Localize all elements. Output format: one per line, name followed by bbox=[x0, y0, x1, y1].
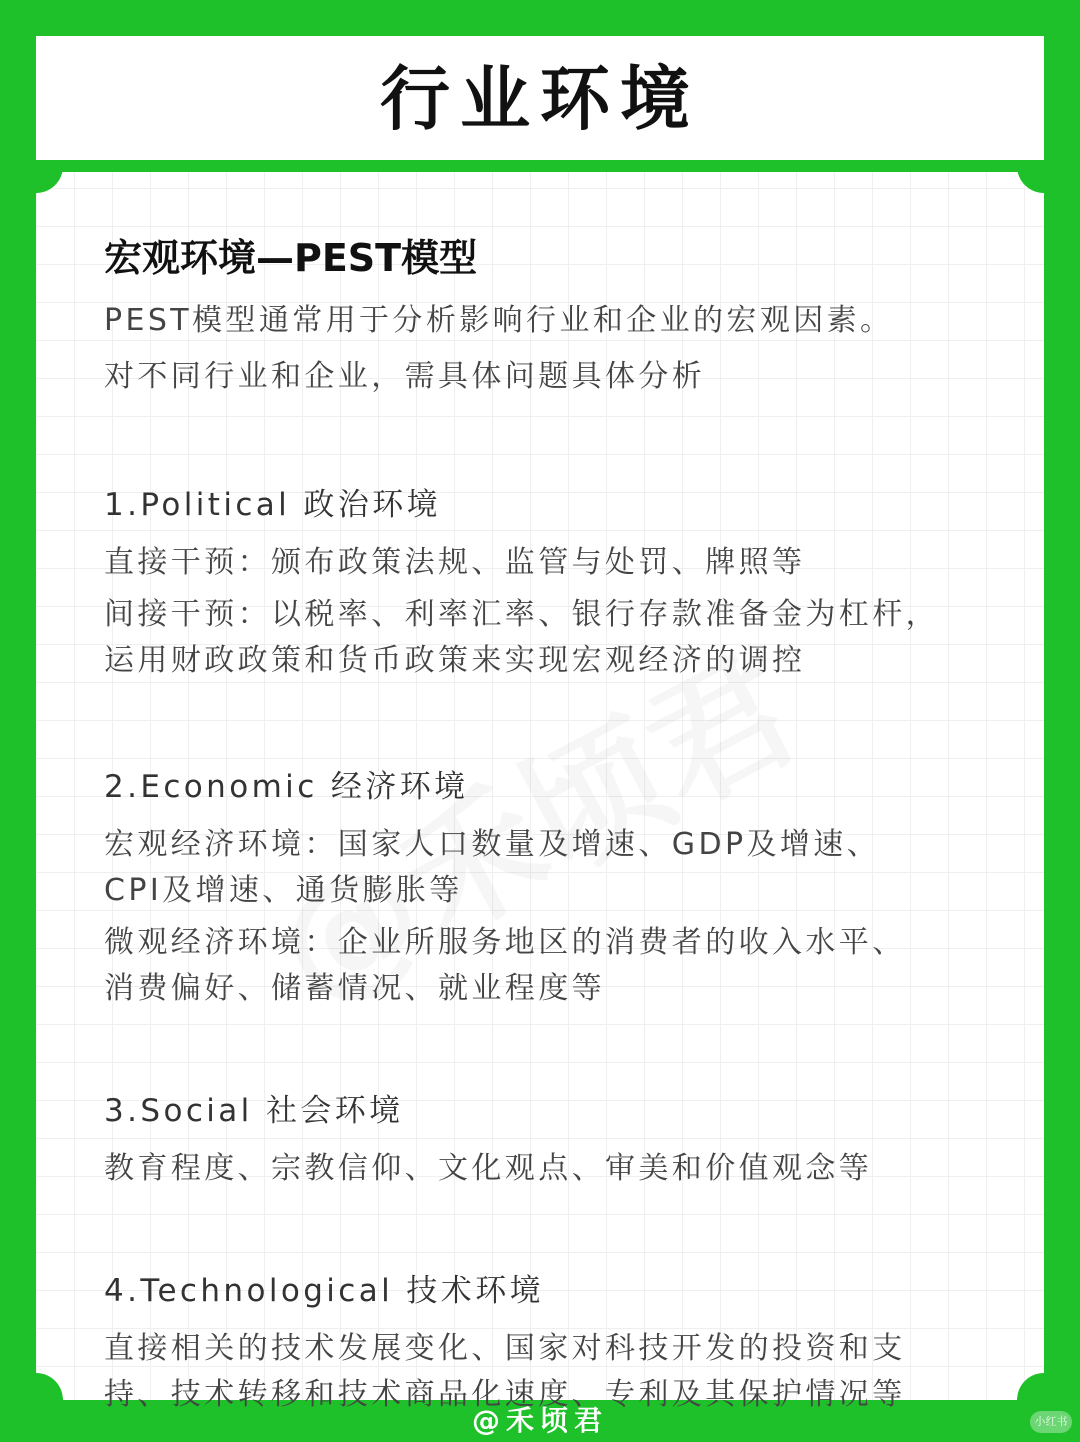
section-paragraph: 直接相关的技术发展变化、国家对科技开发的投资和支 持、技术转移和技术商品化速度、专利及其保护情况等 bbox=[104, 1331, 906, 1412]
section-paragraph: 间接干预：以税率、利率汇率、银行存款准备金为杠杆， 运用财政政策和货币政策来实现宏观经济的调控 bbox=[104, 597, 939, 678]
section-heading: 宏观环境—PEST模型 bbox=[104, 236, 478, 280]
section-political bbox=[104, 482, 1024, 684]
section-paragraph: 宏观经济环境：国家人口数量及增速、GDP及增速、 CPI及增速、通货膨胀等 bbox=[104, 827, 881, 908]
title-banner bbox=[36, 36, 1044, 162]
page-title: 行业环境 bbox=[380, 58, 700, 140]
section-paragraph: 微观经济环境：企业所服务地区的消费者的收入水平、 消费偏好、储蓄情况、就业程度等 bbox=[104, 925, 906, 1006]
section-economic bbox=[104, 764, 1024, 1012]
section-social bbox=[104, 1088, 1024, 1192]
section-title: 2.Economic 经济环境 bbox=[104, 769, 469, 805]
author-handle: @禾顷君 bbox=[471, 1404, 608, 1437]
title-divider bbox=[36, 160, 1044, 172]
section-title: 3.Social 社会环境 bbox=[104, 1093, 404, 1129]
section-paragraph: 直接干预：颁布政策法规、监管与处罚、牌照等 bbox=[104, 545, 806, 580]
section-title: 4.Technological 技术环境 bbox=[104, 1273, 544, 1309]
section-technological bbox=[104, 1268, 1024, 1418]
main-content bbox=[104, 232, 1024, 1418]
intro-line-1: PEST模型通常用于分析影响行业和企业的宏观因素。 bbox=[104, 303, 894, 338]
intro-line-2: 对不同行业和企业，需具体问题具体分析 bbox=[104, 359, 706, 394]
platform-badge: 小红书 bbox=[1030, 1411, 1072, 1433]
section-title: 1.Political 政治环境 bbox=[104, 487, 442, 523]
section-paragraph: 教育程度、宗教信仰、文化观点、审美和价值观念等 bbox=[104, 1151, 873, 1186]
